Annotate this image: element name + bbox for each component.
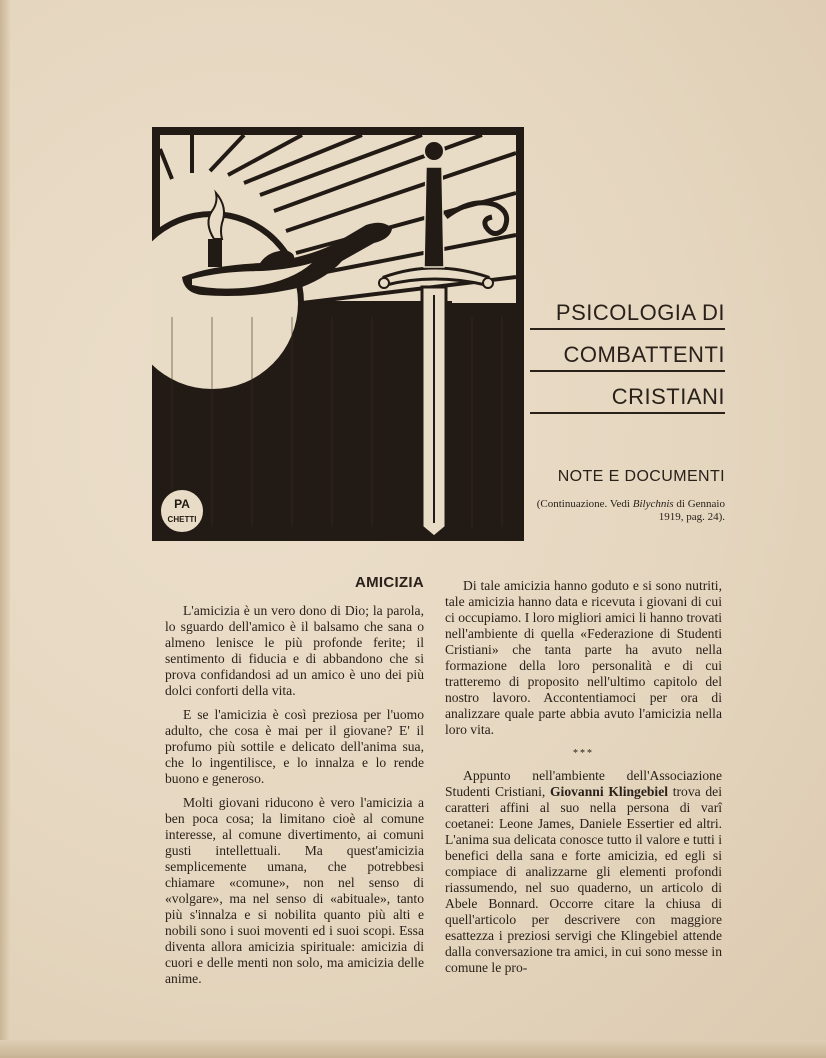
section-separator: *** <box>573 748 594 759</box>
article-subtitle: NOTE E DOCUMENTI <box>557 468 725 485</box>
title-line-1: PSICOLOGIA DI <box>530 300 725 330</box>
left-paragraph-1: L'amicizia è un vero dono di Dio; la parola, lo sguardo dell'amico è il balsamo che sana o almeno lenisce le più profonde ferite; il sentimento di fiducia e di abbandono che si prova confidandosi ad un amico è uno dei più dolci conforti della vita. <box>165 603 424 698</box>
right-paragraph-2-start: Appunto nell'ambiente dell'Associazione Studenti Cristiani, <box>445 768 722 799</box>
monogram-bottom: CHETTI <box>167 515 197 524</box>
note-prefix: (Continuazione. Vedi <box>536 498 633 510</box>
note-journal-name: Bilychnis <box>632 498 674 510</box>
page-edge-bottom <box>0 1040 826 1058</box>
right-paragraph-1: Di tale amicizia hanno goduto e si sono nutriti, tale amicizia hanno data e ricevuta i giovani di cui ci occupiamo. I loro migliori amici li hanno trovati nell'ambiente di quella «Federazione di Studenti Cristiani» che tanta parte ha avuto nella formazione della loro personalità e di cui tratteremo di proposito nell'ultimo capitolo del nostro lavoro. Accontentiamoci per ora di analizzare quale parte abbia avuto l'amicizia nella loro vita. <box>445 578 722 737</box>
right-paragraph-2 <box>445 768 722 976</box>
title-line-3: CRISTIANI <box>530 384 725 414</box>
section-heading: AMICIZIA <box>354 574 424 591</box>
continuation-note <box>520 498 725 524</box>
artist-monogram <box>160 489 204 533</box>
woodcut-illustration <box>152 127 524 541</box>
right-paragraph-2-end: trova dei caratteri affini al suo nella persona di varî coetanei: Leone James, Daniele Essertier ed altri. L'anima sua delicata conosce tutto il valore e tutti i benefici della sana e forte amicizia, ed egli si compiace di analizzarne gli elementi profondi riassumendo, nel suo quaderno, un articolo di Abele Bonnard. Occorre citare la chiusa di quell'articolo per descrivere con maggiore esattezza i preziosi servigi che Klingebiel attende dalla conversazione tra amici, in cui sono messe in comune le pro- <box>445 784 722 975</box>
monogram-top: PA <box>174 497 190 511</box>
person-name: Giovanni Klingebiel <box>549 784 669 799</box>
sword-pommel <box>424 141 444 161</box>
left-column <box>165 603 424 995</box>
right-column <box>445 578 722 984</box>
left-paragraph-2: E se l'amicizia è così preziosa per l'uomo adulto, che cosa è mai per il giovane? E' il profumo più sottile e delicato dell'anima sua, che lo ingentilisce, e lo innalza e lo rende buono e generoso. <box>165 707 424 786</box>
note-suffix: di Gennaio 1919, pag. 24). <box>658 498 725 523</box>
left-paragraph-3: Molti giovani riducono è vero l'amicizia a ben poca cosa; la limitano cioè al comune interesse, al comune divertimento, ai comuni gusti intellettuali. Ma quest'amicizia semplicemente umana, che potrebbesi chiamare «comune», non nel senso di «volgare», ma nel senso di «abituale», tanto più s'innalza e si nobilita quanto più alti e nobili sono i suoi moventi ed i suoi scopi. Essa diventa allora amicizia spirituale: amicizia di cuori e delle menti non solo, ma amicizia delle anime. <box>165 795 424 986</box>
page-edge-left <box>0 0 10 1058</box>
article-title <box>530 300 725 426</box>
title-line-2: COMBATTENTI <box>530 342 725 372</box>
